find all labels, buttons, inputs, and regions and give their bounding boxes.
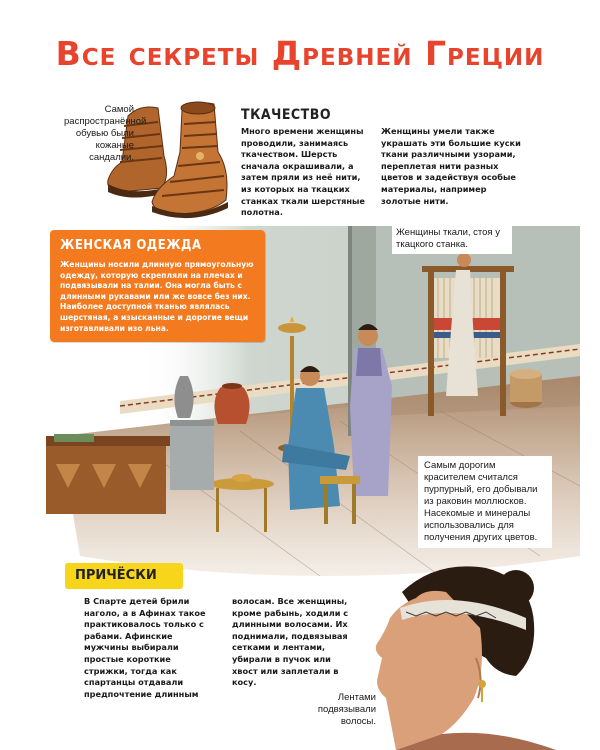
weaving-text-col1: Много времени женщины проводили, занимаясь ткачеством. Шерсть сначала окрашивали, а затем пряли из неё нити, из которых на ткацких станках ткали шерстяные полотна. xyxy=(241,126,365,218)
ribbon-caption: Лентами подвязывали волосы. xyxy=(317,692,376,727)
dye-caption: Самым дорогим красителем считался пурпурный, его добывали из раковин моллюсков. Насекомые и минералы использовались для получения других цветов. xyxy=(418,456,552,548)
hairstyles-text-col1: В Спарте детей брили наголо, а в Афинах такое практиковалось только с рабами. Афинские мужчины выбирали простые короткие стрижки, тогда как спартанцы отдавали предпочтение длинным xyxy=(84,596,206,699)
hairstyles-heading: ПРИЧЁСКИ xyxy=(75,568,157,583)
clothing-heading: ЖЕНСКАЯ ОДЕЖДА xyxy=(60,238,202,253)
clothing-box xyxy=(50,230,265,342)
hairstyles-text-col2: волосам. Все женщины, кроме рабынь, ходили с длинными волосами. Их поднимали, подвязывая сетками и лентами, убирали в пучок или хвост или заплетали в косу. xyxy=(232,596,349,688)
weaving-text-col2: Женщины умели также украшать эти большие куски ткани различными узорами, переплетая нити разных цветов и задействуя особые материалы, например золотые нити. xyxy=(381,126,521,206)
woman-portrait-illustration xyxy=(356,558,556,750)
weaving-heading: ТКАЧЕСТВО xyxy=(241,107,332,123)
page-title: Все секреты Древней Греции xyxy=(55,34,545,73)
sandals-caption: Самой распространённой обувью были кожаные сандалии. xyxy=(64,104,147,163)
hairstyles-heading-tag xyxy=(65,563,183,589)
weaving-caption: Женщины ткали, стоя у ткацкого станка. xyxy=(392,224,512,254)
clothing-text: Женщины носили длинную прямоугольную одежду, которую скрепляли на плечах и подвязывали на талии. Она могла быть с длинными рукавами или же вовсе без них. Наиболее доступной тканью являлась шерстяная, а изысканные и дорогие вещи изготавливали изо льна. xyxy=(60,260,254,333)
